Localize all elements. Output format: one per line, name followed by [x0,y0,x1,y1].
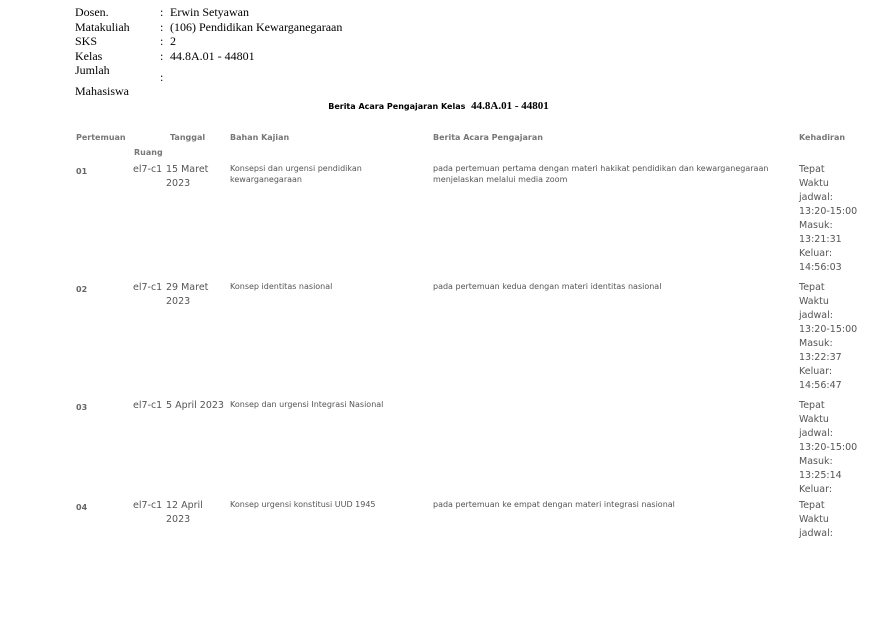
kehadiran-line: Tepat [799,400,825,411]
row-berita-acara: pada pertemuan kedua dengan materi identitas nasional [433,282,662,291]
kehadiran-line: Masuk: [799,220,833,231]
page-title-class: 44.8A.01 - 44801 [471,100,549,112]
header-label: SKS [75,34,98,48]
kehadiran-line: Keluar: [799,366,833,377]
row-ruang: el7-c1 [133,500,163,511]
kehadiran-line: 13:20-15:00 [799,324,858,335]
kehadiran-line: Masuk: [799,456,833,467]
header-label: Mahasiswa [75,84,129,98]
kehadiran-line: Masuk: [799,338,833,349]
row-kehadiran [799,499,869,541]
kehadiran-line: Keluar: [799,248,833,259]
column-header-kehadiran: Kehadiran [799,133,846,142]
header-colon: : [160,20,164,34]
row-tanggal: 15 Maret 2023 [166,164,209,189]
row-bahan-kajian: Konsep identitas nasional [230,282,333,291]
row-ruang: el7-c1 [133,400,163,411]
row-bahan-kajian: Konsepsi dan urgensi pendidikan kewarganegaraan [230,164,362,184]
kehadiran-line: 14:56:03 [799,262,842,273]
row-kehadiran [799,281,869,393]
kehadiran-line: 13:20-15:00 [799,442,858,453]
row-bahan-kajian: Konsep dan urgensi Integrasi Nasional [230,400,384,409]
header-colon: : [160,34,164,48]
header-label: Matakuliah [75,20,130,34]
row-number: 02 [76,285,88,294]
kehadiran-line: jadwal: [799,528,833,539]
header-colon: : [160,70,164,84]
row-berita-acara: pada pertemuan ke empat dengan materi integrasi nasional [433,500,675,509]
header-value: 44.8A.01 - 44801 [170,49,255,63]
kehadiran-line: Keluar: [799,484,833,495]
header-value: 2 [170,34,176,48]
column-header-ruang: Ruang [134,148,163,157]
column-header-pertemuan: Pertemuan [76,133,126,142]
header-value: Erwin Setyawan [170,5,249,19]
row-berita-acara: pada pertemuan pertama dengan materi hakikat pendidikan dan kewarganegaraan menjelaskan melalui media zoom [433,164,769,184]
kehadiran-line: 14:56:47 [799,380,842,391]
row-bahan-kajian: Konsep urgensi konstitusi UUD 1945 [230,500,376,509]
column-header-tanggal: Tanggal [170,133,206,142]
kehadiran-line: 13:25:14 [799,470,842,481]
kehadiran-line: Tepat [799,500,825,511]
row-ruang: el7-c1 [133,282,163,293]
header-value: (106) Pendidikan Kewarganegaraan [170,20,343,34]
column-header-bahan-kajian: Bahan Kajian [230,133,290,142]
page-title [0,100,877,112]
row-ruang: el7-c1 [133,164,163,175]
row-tanggal: 12 April 2023 [166,500,203,525]
kehadiran-line: Tepat [799,164,825,175]
kehadiran-line: jadwal: [799,192,833,203]
header-label: Jumlah [75,63,110,77]
kehadiran-line: jadwal: [799,310,833,321]
kehadiran-line: Waktu [799,296,829,307]
row-tanggal: 5 April 2023 [166,400,224,411]
kehadiran-line: Waktu [799,178,829,189]
kehadiran-line: Waktu [799,514,829,525]
page-title-text: Berita Acara Pengajaran Kelas [328,102,466,111]
kehadiran-line: 13:21:31 [799,234,842,245]
row-number: 01 [76,167,88,176]
kehadiran-line: 13:22:37 [799,352,842,363]
row-kehadiran [799,399,869,497]
row-kehadiran [799,163,869,275]
row-number: 04 [76,503,88,512]
header-colon: : [160,5,164,19]
header-label: Kelas [75,49,103,63]
column-header-berita-acara: Berita Acara Pengajaran [433,133,543,142]
header-colon: : [160,49,164,63]
kehadiran-line: 13:20-15:00 [799,206,858,217]
row-tanggal: 29 Maret 2023 [166,282,209,307]
kehadiran-line: jadwal: [799,428,833,439]
row-number: 03 [76,403,88,412]
kehadiran-line: Waktu [799,414,829,425]
kehadiran-line: Tepat [799,282,825,293]
header-label: Dosen. [75,5,109,19]
